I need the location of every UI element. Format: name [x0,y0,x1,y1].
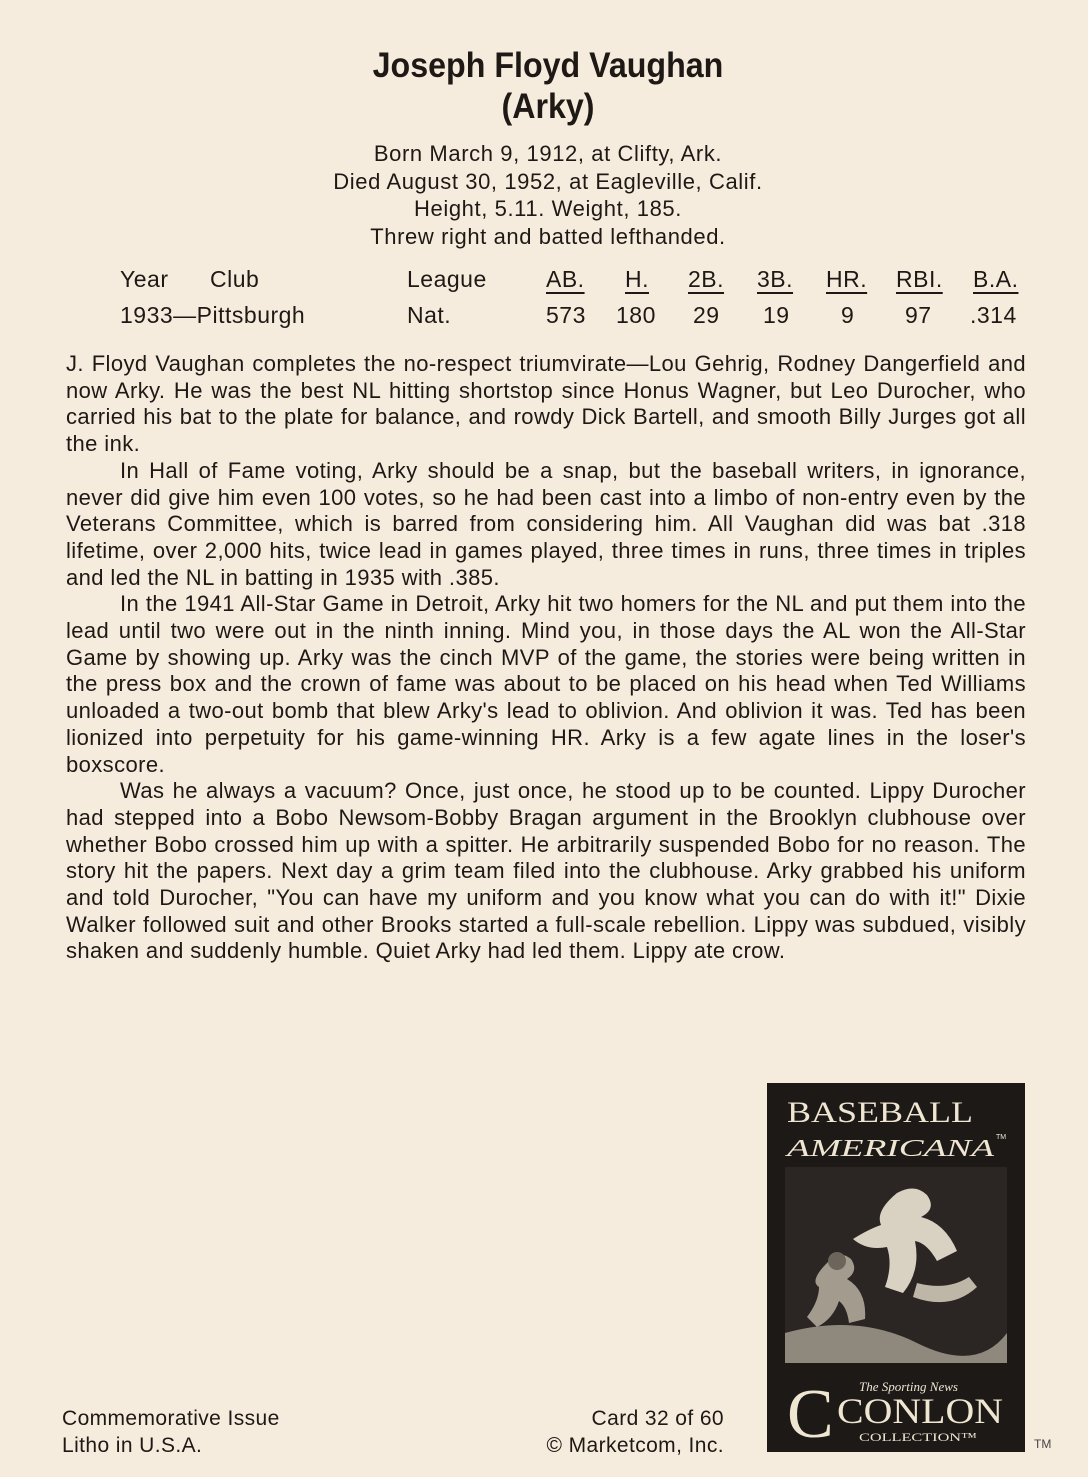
stat-header-year: Year [120,266,169,292]
stat-header-ba: B.A. [973,266,1019,292]
paragraph: In the 1941 All-Star Game in Detroit, Arky hit two homers for the NL and put them into the lead until two were out in the ninth inning. Mind you, in those days the AL won the All-Star Game by showing up. Arky was the cinch MVP of the game, the stories were being written in the press box and the crown of fame was about to be placed on his head when Ted Williams unloaded a two-out bomb that blew Arky's lead to oblivion. And oblivion it was. Ted has been lionized into perpetuity for his game-winning HR. Arky is a few agate lines in the loser's boxscore. [66,591,1026,777]
footer-center [496,1405,724,1459]
stat-header-club: Club [210,266,260,292]
logo-conlon-c: C [787,1376,834,1452]
commemorative-issue: Commemorative Issue [62,1407,280,1430]
stat-league: Nat. [407,302,452,328]
player-nickname: (Arky) [501,87,595,126]
stat-header-league: League [407,266,487,292]
logo-collection-text: COLLECTION™ [859,1430,978,1444]
logo-tm-mark: TM [996,1134,1007,1141]
stat-header-ab: AB. [546,266,585,292]
bio-block [0,140,1088,250]
stat-header-h: H. [625,266,649,292]
biography-text [66,351,1026,965]
logo-conlon-text: CONLON [837,1391,1003,1431]
stat-ba: .314 [970,302,1017,328]
stat-rbi: 97 [905,302,932,328]
stat-year-club: 1933—Pittsburgh [120,302,306,328]
bio-died: Died August 30, 1952, at Eagleville, Calif. [333,168,763,194]
logo-americana-text: AMERICANA [783,1136,995,1162]
stat-hr: 9 [841,302,855,328]
footer-left [62,1405,280,1459]
stat-header-3b: 3B. [757,266,794,292]
bio-throws-bats: Threw right and batted lefthanded. [370,223,726,249]
paragraph: J. Floyd Vaughan completes the no-respect triumvirate—Lou Gehrig, Rodney Dangerfield and now Arky. He was the best NL hitting shortstop since Honus Wagner, but Leo Durocher, who carried his bat to the plate for balance, and rowdy Dick Bartell, and smooth Billy Jurges got all the ink. [66,351,1026,457]
stat-header-rbi: RBI. [896,266,943,292]
stat-h: 180 [616,302,656,328]
stats-table [0,266,1088,336]
bio-height-weight: Height, 5.11. Weight, 185. [414,196,682,221]
paragraph: Was he always a vacuum? Once, just once, he stood up to be counted. Lippy Durocher had stepped into a Bobo Newsom-Bobby Bragan argument in the Brooklyn clubhouse over whether Bobo crossed him up with a spitter. He arbitrarily suspended Bobo for no reason. The story hit the papers. Next day a grim team filed into the clubhouse. Arky grabbed his uniform and told Durocher, "You can have my uniform and you know what you can do with it!" Dixie Walker followed suit and other Brooks started a full-scale rebellion. Lippy was subdued, visibly shaken and suddenly humble. Quiet Arky had led them. Lippy ate crow. [66,778,1026,964]
stat-2b: 29 [693,302,720,328]
litho-note: Litho in U.S.A. [62,1434,203,1457]
logo-baseball-text: BASEBALL [787,1096,973,1129]
baseball-player-photo [785,1167,1007,1363]
player-name: Joseph Floyd Vaughan [372,46,724,85]
stat-header-hr: HR. [826,266,868,292]
stat-3b: 19 [763,302,790,328]
trademark-mark: TM [1034,1437,1052,1451]
bio-born: Born March 9, 1912, at Clifty, Ark. [373,141,723,166]
logo-sporting-news: The Sporting News [859,1379,958,1394]
paragraph: In Hall of Fame voting, Arky should be a snap, but the baseball writers, in ignorance, never did give him even 100 votes, so he had been cast into a limbo of non-entry even by the Veterans Committee, which is barred from considering him. All Vaughan did was bat .318 lifetime, over 2,000 hits, twice lead in games played, three times in runs, three times in triples and led the NL in batting in 1935 with .385. [66,457,1026,590]
stat-ab: 573 [546,302,586,328]
copyright: © Marketcom, Inc. [546,1434,724,1457]
card-number: Card 32 of 60 [591,1407,724,1430]
baseball-americana-logo [767,1083,1025,1452]
stat-header-2b: 2B. [688,266,725,292]
